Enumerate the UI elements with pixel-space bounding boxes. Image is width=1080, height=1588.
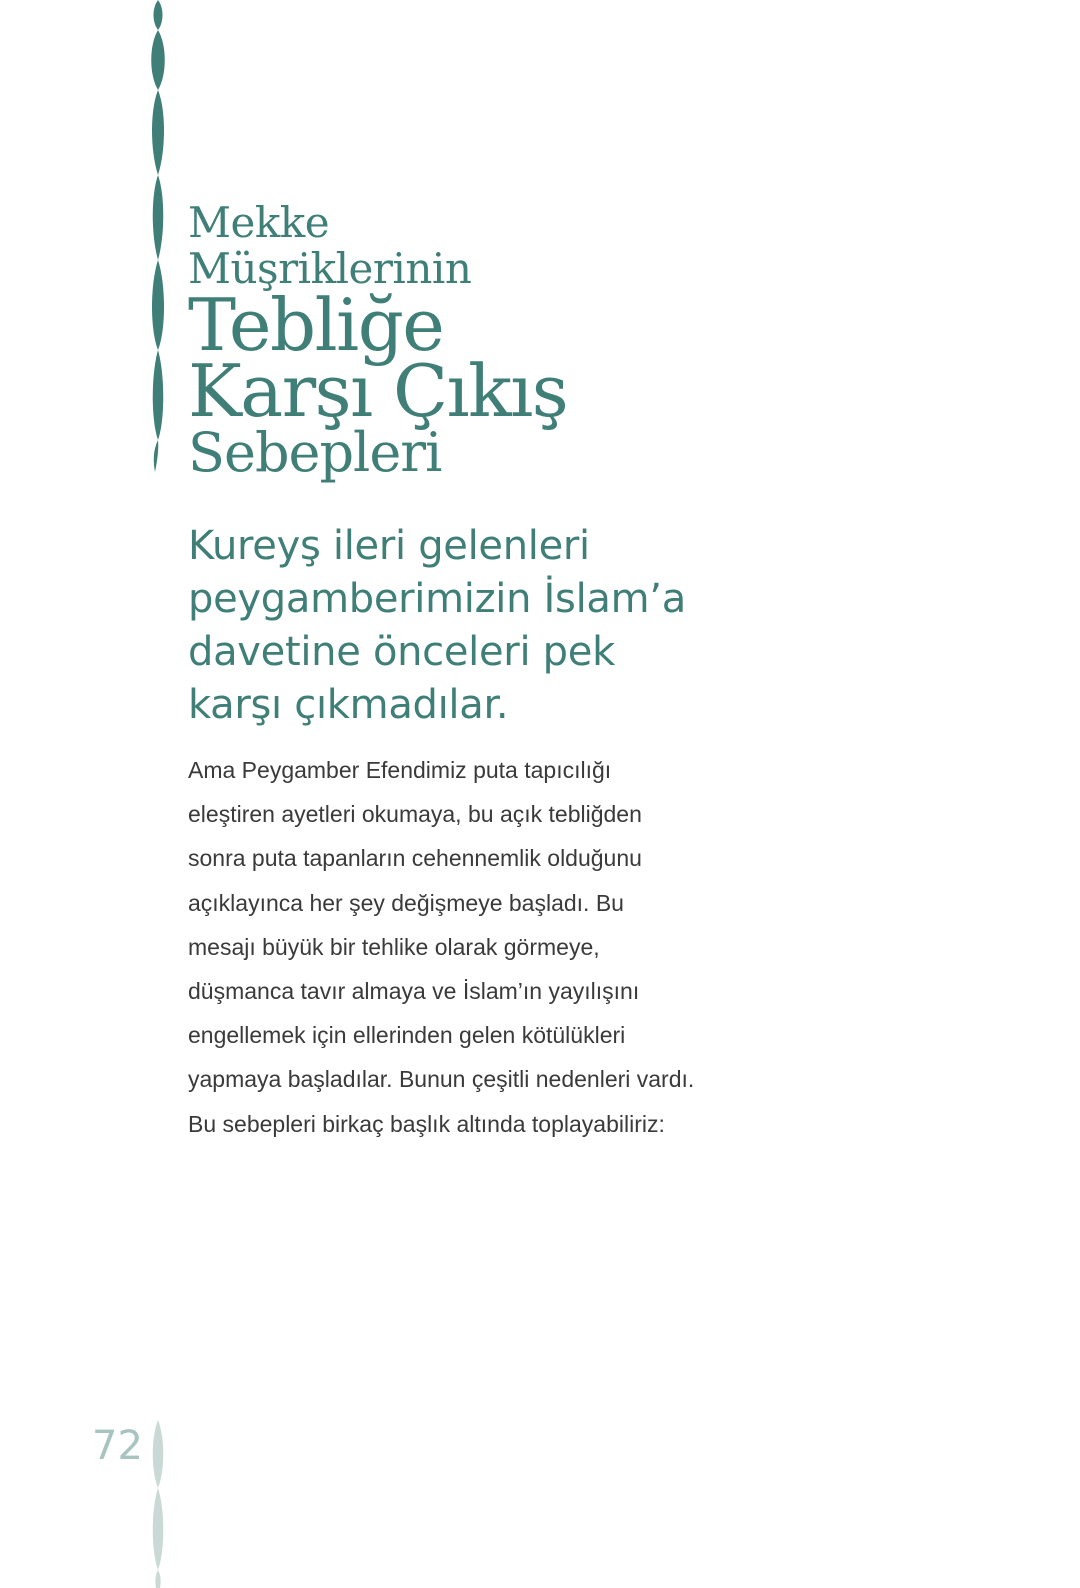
lead-paragraph: Kureyş ileri gelenleri peygamberimizin İslam’a davetine önceleri pek karşı çıkmadılar. [188, 523, 686, 728]
decorative-wave-line [140, 0, 180, 480]
title-line-2: Müşriklerinin [188, 244, 472, 293]
title-line-4: Karşı Çıkış [188, 349, 568, 433]
title-line-3: Tebliğe [188, 283, 444, 367]
title-line-5: Sebepleri [188, 421, 442, 484]
decorative-wave-line-bottom [140, 1420, 180, 1588]
page-number: 72 [92, 1423, 143, 1469]
title-line-1: Mekke [188, 198, 330, 247]
page-title [188, 200, 567, 482]
body-paragraph: Ama Peygamber Efendimiz puta tapıcılığı eleştiren ayetleri okumaya, bu açık tebliğden sonra puta tapanların cehennemlik olduğunu açıklayınca her şey değişmeye başladı. Bu mesajı büyük bir tehlike olarak görmeye, düşmanca tavır almaya ve İslam’ın yayılışını engellemek için ellerinden gelen kötülükleri yapmaya başladılar. Bunun çeşitli nedenleri vardı. Bu sebepleri birkaç başlık altında toplayabiliriz: [188, 757, 695, 1137]
